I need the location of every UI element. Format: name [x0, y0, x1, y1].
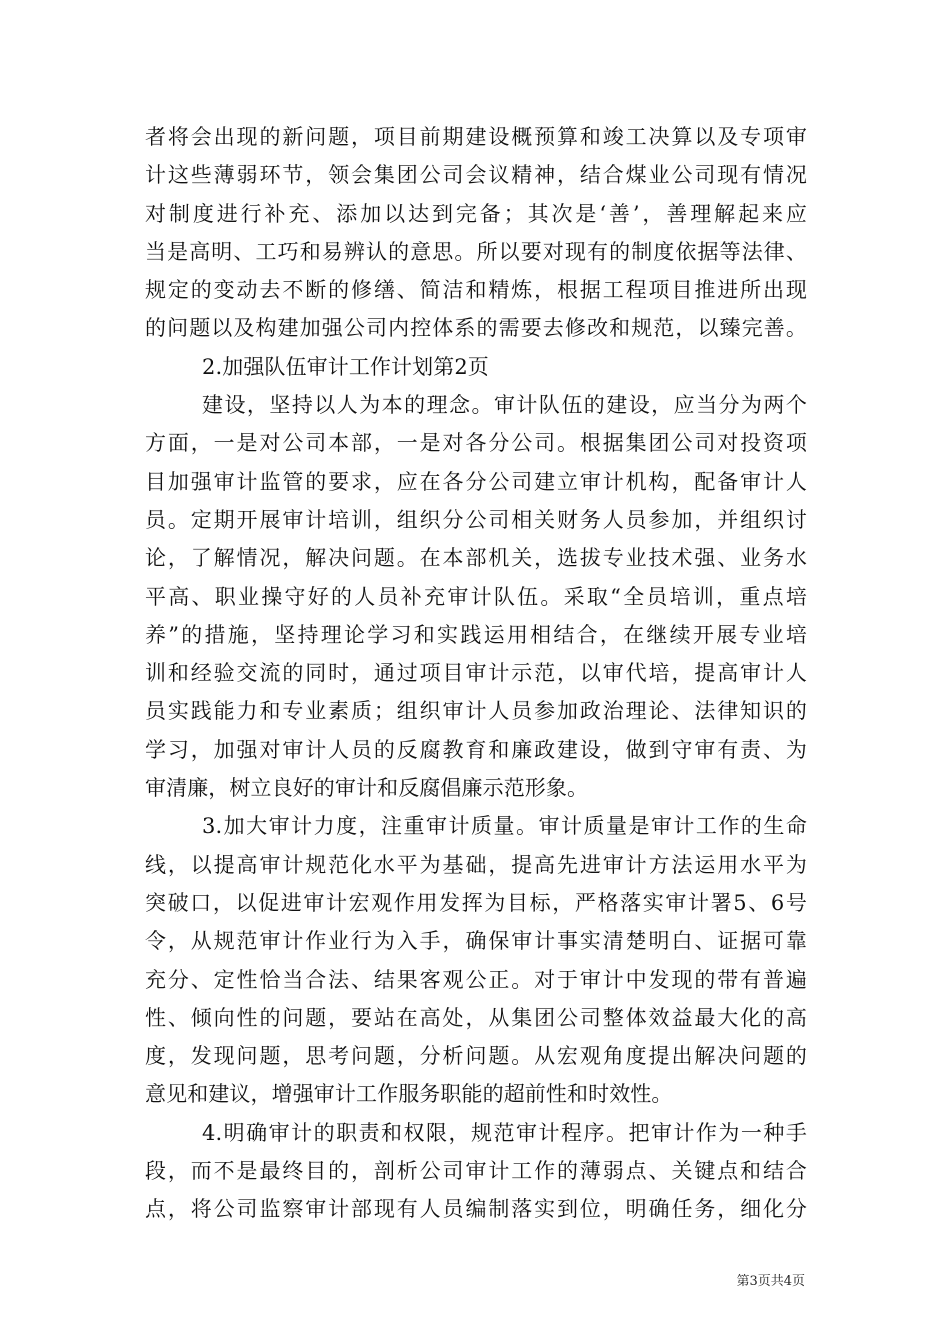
text-line: 平高、职业操守好的人员补充审计队伍。采取“全员培训，重点培: [145, 584, 807, 609]
text-line: 性、倾向性的问题，要站在高处，从集团公司整体效益最大化的高: [145, 1005, 807, 1030]
text-line: 方面，一是对公司本部，一是对各分公司。根据集团公司对投资项: [145, 431, 807, 456]
text-line: 员实践能力和专业素质；组织审计人员参加政治理论、法律知识的: [145, 699, 807, 724]
text-line: 者将会出现的新问题，项目前期建设概预算和竣工决算以及专项审: [145, 125, 807, 149]
text-line: 目加强审计监管的要求，应在各分公司建立审计机构，配备审计人: [145, 469, 807, 494]
text-line: 审清廉，树立良好的审计和反腐倡廉示范形象。: [145, 776, 589, 801]
text-line: 点，将公司监察审计部现有人员编制落实到位，明确任务，细化分: [145, 1197, 807, 1222]
text-line: 段，而不是最终目的，剖析公司审计工作的薄弱点、关键点和结合: [145, 1159, 807, 1184]
document-body: [145, 118, 807, 1229]
text-line: 养”的措施，坚持理论学习和实践运用相结合，在继续开展专业培: [145, 622, 807, 647]
text-line: 的问题以及构建加强公司内控体系的需要去修改和规范，以臻完善。: [145, 316, 807, 341]
text-line: 充分、定性恰当合法、结果客观公正。对于审计中发现的带有普遍: [145, 967, 807, 992]
text-line: 当是高明、工巧和易辨认的意思。所以要对现有的制度依据等法律、: [145, 239, 807, 264]
text-line: 对制度进行补充、添加以达到完备；其次是‘善’，善理解起来应: [145, 201, 807, 226]
text-line: 意见和建议，增强审计工作服务职能的超前性和时效性。: [145, 1082, 673, 1107]
page-number: 第3页共4页: [736, 1274, 805, 1289]
text-line: 3.加大审计力度，注重审计质量。审计质量是审计工作的生命: [202, 814, 807, 839]
text-line: 规定的变动去不断的修缮、简洁和精炼，根据工程项目推进所出现: [145, 278, 807, 303]
text-line: 训和经验交流的同时，通过项目审计示范，以审代培，提高审计人: [145, 661, 807, 686]
text-line: 度，发现问题，思考问题，分析问题。从宏观角度提出解决问题的: [145, 1044, 807, 1069]
text-line: 建设，坚持以人为本的理念。审计队伍的建设，应当分为两个: [202, 393, 807, 418]
text-line: 论，了解情况，解决问题。在本部机关，选拔专业技术强、业务水: [145, 546, 807, 571]
section-heading: 2.加强队伍审计工作计划第2页: [202, 354, 489, 379]
text-line: 线，以提高审计规范化水平为基础，提高先进审计方法运用水平为: [145, 852, 807, 877]
text-line: 学习，加强对审计人员的反腐教育和廉政建设，做到守审有责、为: [145, 737, 807, 762]
text-line: 员。定期开展审计培训，组织分公司相关财务人员参加，并组织讨: [145, 507, 807, 532]
text-line: 令，从规范审计作业行为入手，确保审计事实清楚明白、证据可靠: [145, 929, 807, 954]
text-line: 计这些薄弱环节，领会集团公司会议精神，结合煤业公司现有情况: [145, 163, 807, 188]
text-line: 突破口，以促进审计宏观作用发挥为目标，严格落实审计署5、6号: [145, 890, 807, 915]
text-line: 4.明确审计的职责和权限，规范审计程序。把审计作为一种手: [202, 1120, 807, 1145]
